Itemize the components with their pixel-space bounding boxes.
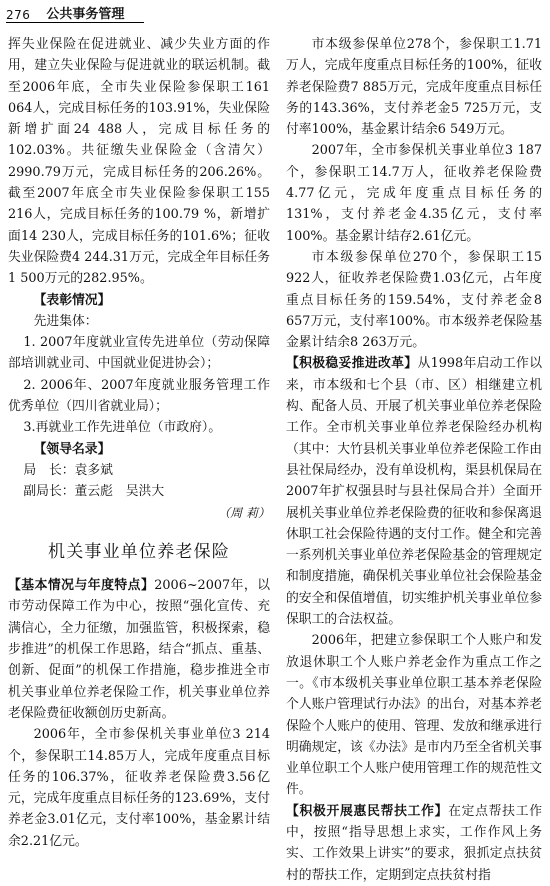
- page-header: [6, 2, 144, 23]
- basic-situation-text: 2006~2007年，以市劳动保障工作为中心，按照“强化宣传、充满信心，全力征缴，加强监管，积极探索，稳步推进”的机保工作思路，结合“抓点、重基、创新、促面”的机保工作措施，稳步推进全市机关事业单位养老保险工作，机关事业单位养老保险费征收额创历史新高。: [8, 578, 271, 721]
- right-column: [286, 34, 542, 886]
- commendation-item-2: 2. 2006年、2007年度就业服务管理工作优秀单位（四川省就业局）；: [8, 377, 270, 415]
- paragraph-unemployment-insurance: 挥失业保险在促进就业、减少失业方面的作用，建立失业保险与促进就业的联运机制。截至2006年底，全市失业保险参保职工161 064人，完成目标任务的103.91%，失业保险新增扩面24 488人，完成目标任务的102.03%。共征缴失业保险金（含清欠）2990.79万元，完成目标任务的206.26%。截至2007年底全市失业保险参保职工155 216人，完成目标任务的100.79 %，新增扩面14 230人，完成目标任务的101.6%；征收失业保险费4 244.31万元，完成全年目标任务1 500万元的282.95%。: [8, 37, 270, 287]
- paragraph-2006-stats: 2006年，全市参保机关事业单位3 214个，参保职工14.85万人，完成年度重点目标任务的106.37%，征收养老保险费3.56亿元，完成年度重点目标任务的123.69%，支付养老金3.01亿元，支付率100%，基金累计结余2.21亿元。: [8, 727, 270, 849]
- left-column: [8, 34, 270, 852]
- leader-deputy-directors: 副局长：董云彪 吴洪大: [23, 484, 165, 500]
- paragraph-personal-accounts: 2006年，把建立参保职工个人账户和发放退休职工个人账户养老金作为重点工作之一。《市本级机关事业单位职工基本养老保险个人账户管理试行办法》的出台，对基本养老保险个人账户的使用、管理、发放和继承进行明确规定，该《办法》是市内乃至全省机关事业单位职工个人账户使用管理工作的规范性文件。: [286, 633, 542, 798]
- paragraph-basic-situation: [8, 575, 270, 724]
- commendation-item-1: 1. 2007年度就业宣传先进单位（劳动保障部培训就业司、中国就业促进协会）；: [8, 335, 270, 372]
- section-tag-poverty: 【积极开展惠民帮扶工作】: [286, 803, 449, 819]
- running-title: 公共事务管理: [46, 7, 125, 22]
- commendation-heading: [8, 290, 270, 311]
- paragraph-reform: [286, 353, 542, 630]
- paragraph-city-level-2007: 市本级参保单位270个，参保职工15 922人，征收养老保险费1.03亿元，占年度重点目标任务的159.54%，支付养老金8 657万元，支付率100%。市本级养老保险基金累计结余8 263万元。: [286, 249, 542, 351]
- paragraph-city-level-2006: 市本级参保单位278个，参保职工1.71万人，完成年度重点目标任务的100%，征收养老保险费7 885万元，完成年度重点目标任务的143.36%，支付养老金5 725万元，支付率100%，基金累计结余6 549万元。: [286, 37, 542, 138]
- reform-text: 从1998年启动工作以来，市本级和七个县（市、区）相继建立机构、配备人员、开展了机关事业单位养老保险工作。全市机关事业单位养老保险经办机构（其中：大竹县机关事业单位养老保险工作由县社保局经办，没有单设机构，渠县机保局在2007年扩权强县时与县社保局合并）全面开展机关事业单位养老保险费的征收和参保离退休职工社会保险待遇的支付工作。健全和完善一系列机关事业单位养老保险基金的管理规定和制度措施，确保机关事业单位社会保险基金的安全和保值增值，切实维护机关事业单位参保职工的合法权益。: [286, 356, 543, 628]
- section-tag-commendation: 【表彰情况】: [33, 292, 111, 308]
- section-tag-reform: 【积极稳妥推进改革】: [286, 356, 418, 372]
- section-tag-leaders: 【领导名录】: [33, 441, 111, 457]
- section-tag-basic: 【基本情况与年度特点】: [8, 578, 155, 594]
- author-signature: （周 莉）: [218, 505, 270, 520]
- leader-director: 局 长：袁多斌: [23, 462, 113, 478]
- poverty-text: 在定点帮扶工作中，按照“指导思想上求实，工作作风上务实、工作效果上讲实”的要求，狠抓定点扶贫村的帮扶工作，定期到定点扶贫村指: [286, 803, 543, 883]
- section-title: 机关事业单位养老保险: [48, 541, 230, 562]
- paragraph-2007-stats: 2007年，全市参保机关事业单位3 187个，参保职工14.7万人，征收养老保险费4.77亿元，完成年度重点目标任务的131%，支付养老金4.35亿元，支付率100%。基金累计结存2.61亿元。: [286, 143, 542, 244]
- paragraph-poverty-assistance: [286, 801, 542, 886]
- commendation-item-3: 3.再就业工作先进单位（市政府）。: [23, 420, 222, 436]
- page-number: 276: [6, 8, 31, 22]
- commendation-intro: 先进集体：: [33, 313, 98, 329]
- leaders-heading: [8, 439, 270, 460]
